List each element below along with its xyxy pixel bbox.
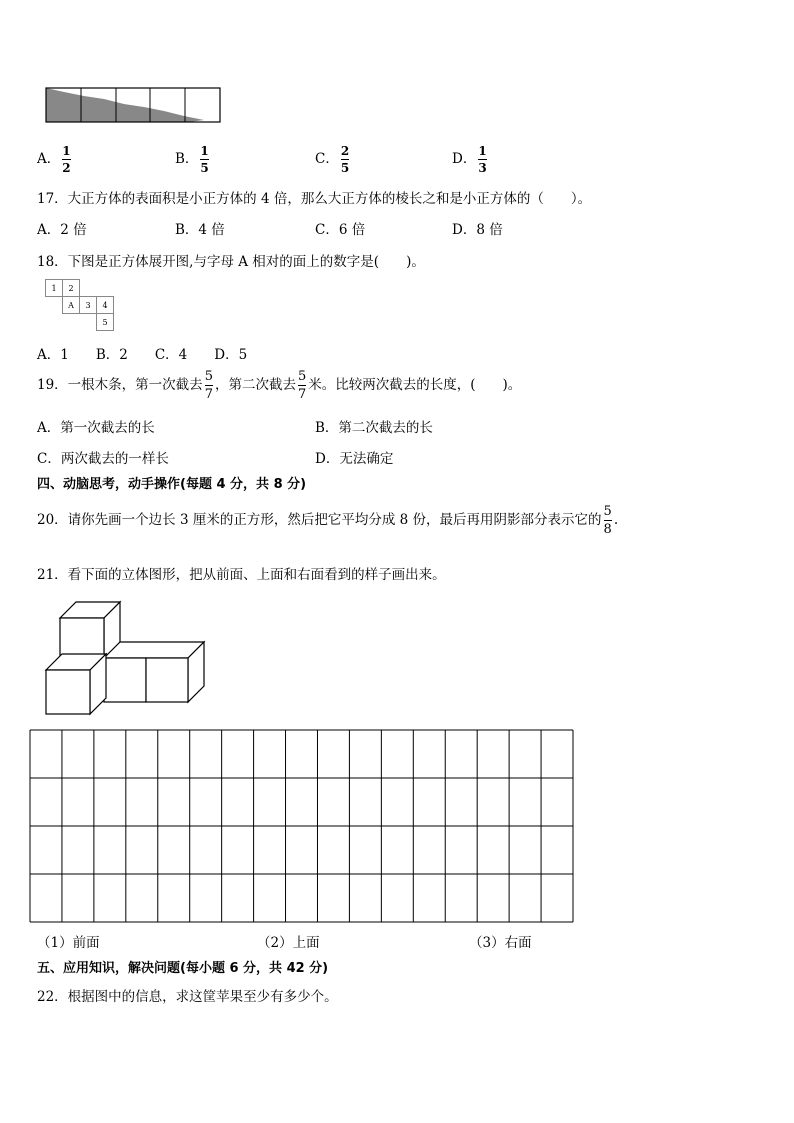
shaded-bar-figure: [44, 86, 224, 126]
net-face: 1: [46, 280, 63, 297]
net-face: 4: [97, 297, 114, 314]
shaded-region: [46, 88, 204, 122]
net-face: 5: [97, 314, 114, 331]
q20-text: 20．请你先画一个边长 3 厘米的正方形，然后把它平均分成 8 份，最后再用阴影部分表示它的 $\frac{5}{8}$ .: [37, 504, 619, 537]
cube-stack-figure: [40, 598, 210, 718]
q17-option-a[interactable]: A．2 倍: [37, 222, 87, 238]
q22-text: 22．根据图中的信息，求这筐苹果至少有多少个。: [37, 989, 338, 1005]
label-right-view: （3）右面: [469, 935, 532, 951]
q19-option-d[interactable]: D．无法确定: [315, 451, 394, 467]
q16-option-b[interactable]: B． $\frac{1}{5}$: [175, 144, 209, 175]
fraction: $\frac{5}{7}$: [297, 369, 307, 402]
q18-options[interactable]: A．1 B．2 C．4 D．5: [37, 347, 248, 363]
q17-option-d[interactable]: D．8 倍: [452, 222, 503, 238]
cube-net-figure: [45, 279, 114, 331]
net-face: A: [63, 297, 80, 314]
q18-text: 18．下图是正方体展开图,与字母 A 相对的面上的数字是( )。: [37, 254, 425, 270]
fraction: $\frac{1}{2}$: [62, 144, 71, 175]
fraction: $\frac{5}{7}$: [204, 369, 213, 402]
q17-text: 17．大正方体的表面积是小正方体的 4 倍，那么大正方体的棱长之和是小正方体的（ ）。: [37, 191, 592, 207]
q16-option-d[interactable]: D． $\frac{1}{3}$: [452, 144, 487, 175]
q19-text: 19．一根木条，第一次截去 $\frac{5}{7}$ ，第二次截去 $\frac{5}{7}$ 米。比较两次截去的长度，( )。: [37, 369, 522, 402]
q17-option-c[interactable]: C．6 倍: [315, 222, 366, 238]
q16-option-a[interactable]: A． $\frac{1}{2}$: [37, 144, 71, 175]
fraction: $\frac{2}{5}$: [340, 144, 350, 175]
section-5-heading: 五、应用知识，解决问题(每小题 6 分，共 42 分): [37, 961, 329, 976]
label-top-view: （2）上面: [257, 935, 320, 951]
section-4-heading: 四、动脑思考，动手操作(每题 4 分，共 8 分): [37, 477, 307, 492]
net-face: 2: [63, 280, 80, 297]
net-face: 3: [80, 297, 97, 314]
fraction: $\frac{1}{5}$: [200, 144, 209, 175]
label-front-view: （1）前面: [37, 935, 100, 951]
fraction: $\frac{5}{8}$: [603, 504, 612, 537]
fraction: $\frac{1}{3}$: [478, 144, 487, 175]
q21-text: 21．看下面的立体图形，把从前面、上面和右面看到的样子画出来。: [37, 567, 446, 583]
q19-option-b[interactable]: B．第二次截去的长: [315, 420, 433, 436]
q17-option-b[interactable]: B．4 倍: [175, 222, 225, 238]
q16-option-c[interactable]: C． $\frac{2}{5}$: [315, 144, 350, 175]
q19-option-c[interactable]: C．两次截去的一样长: [37, 451, 169, 467]
drawing-grid[interactable]: [29, 729, 575, 926]
q19-option-a[interactable]: A．第一次截去的长: [37, 420, 155, 436]
